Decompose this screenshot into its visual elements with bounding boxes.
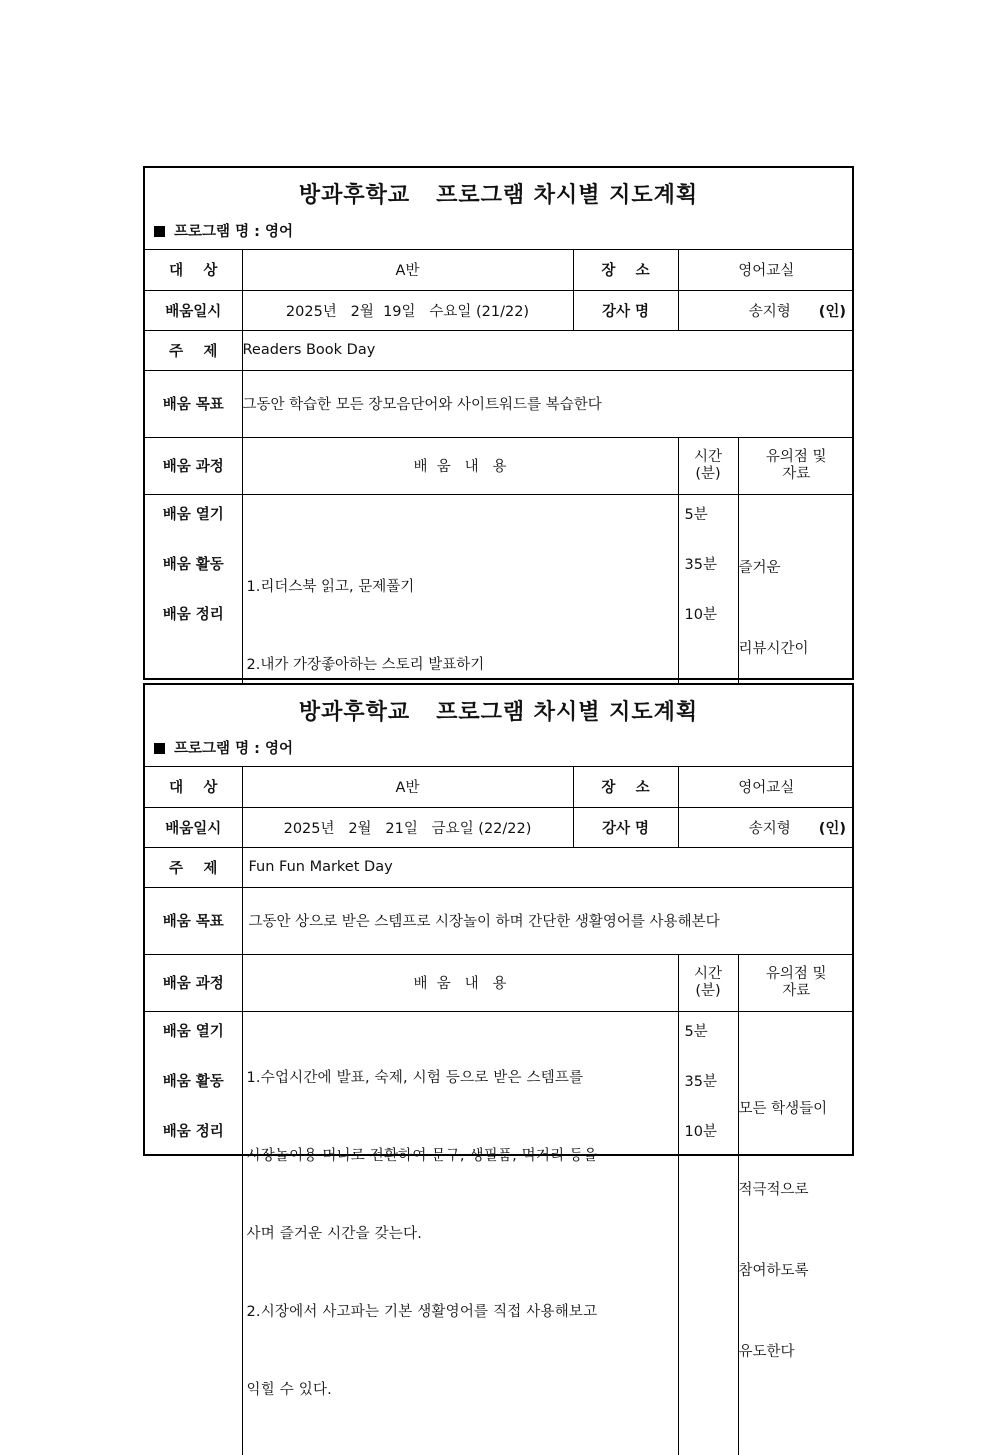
time-header — [678, 437, 738, 494]
instructor-cell — [678, 807, 854, 847]
content-line: 사며 즐거운 시간을 갖는다. — [246, 1225, 423, 1242]
goal-label: 배움 목표 — [145, 887, 242, 954]
target-row — [145, 767, 854, 807]
phase-close: 배움 정리 — [162, 1123, 224, 1140]
lesson-plan-2 — [143, 683, 854, 1398]
note-line: 참여하도록 — [738, 1262, 809, 1279]
content-line: 시장놀이용 머니로 전환하여 문구, 생필품, 먹거리 등을 — [246, 1147, 598, 1164]
instructor-cell — [678, 290, 854, 330]
date-label: 배움일시 — [145, 807, 242, 847]
place-label: 장 소 — [573, 767, 678, 807]
topic-value: Fun Fun Market Day — [242, 847, 854, 887]
date-label: 배움일시 — [145, 290, 242, 330]
goal-row — [145, 887, 854, 954]
note-line: 리뷰시간이 — [738, 640, 809, 657]
place-value: 영어교실 — [678, 767, 854, 807]
phase-close: 배움 정리 — [162, 606, 224, 623]
content-line: 익힐 수 있다. — [246, 1381, 332, 1398]
lesson-plan-1 — [143, 166, 854, 680]
program-name — [154, 737, 293, 758]
target-value: A반 — [242, 250, 573, 290]
content-line: 1.수업시간에 발표, 숙제, 시험 등으로 받은 스템프를 — [246, 1069, 584, 1086]
place-value: 영어교실 — [678, 250, 854, 290]
content-line: 2.시장에서 사고파는 기본 생활영어를 직접 사용해보고 — [246, 1303, 598, 1320]
time-activity: 35분 — [684, 1073, 717, 1090]
time-header-2: (분) — [695, 982, 721, 999]
time-close: 10분 — [684, 1123, 717, 1140]
plan-header — [145, 168, 852, 250]
plan-table — [145, 767, 854, 1455]
phase-cell — [145, 1011, 242, 1455]
square-bullet-icon — [154, 226, 165, 237]
date-row — [145, 290, 854, 330]
program-name — [154, 220, 293, 241]
content-line: 2.내가 가장좋아하는 스토리 발표하기 — [246, 656, 485, 673]
content-line: 1.리더스북 읽고, 문제풀기 — [246, 578, 415, 595]
instructor-label: 강사 명 — [573, 290, 678, 330]
phase-activity: 배움 활동 — [162, 556, 224, 573]
notes-header-1: 유의점 및 — [765, 448, 827, 465]
instructor-value: 송지형 — [748, 303, 791, 320]
content-cell — [242, 1011, 678, 1455]
notes-header-2: 자료 — [782, 465, 811, 482]
instructor-label: 강사 명 — [573, 807, 678, 847]
content-header: 배 움 내 용 — [242, 437, 678, 494]
note-line: 즐거운 — [738, 559, 781, 576]
instructor-value: 송지형 — [748, 820, 791, 837]
time-header-1: 시간 — [693, 965, 722, 982]
program-name-text: 프로그램 명 : 영어 — [174, 741, 293, 757]
process-header-row — [145, 954, 854, 1011]
topic-label: 주 제 — [145, 847, 242, 887]
phase-open: 배움 열기 — [162, 506, 224, 523]
topic-row — [145, 847, 854, 887]
note-line: 적극적으로 — [738, 1181, 809, 1198]
goal-value: 그동안 상으로 받은 스템프로 시장놀이 하며 간단한 생활영어를 사용해본다 — [242, 887, 854, 954]
target-label: 대 상 — [145, 767, 242, 807]
notes-header-2: 자료 — [782, 982, 811, 999]
time-open: 5분 — [684, 1023, 708, 1040]
process-label: 배움 과정 — [145, 437, 242, 494]
seal-mark: (인) — [818, 820, 846, 837]
time-close: 10분 — [684, 606, 717, 623]
goal-value: 그동안 학습한 모든 장모음단어와 사이트워드를 복습한다 — [242, 370, 854, 437]
time-header-1: 시간 — [693, 448, 722, 465]
process-label: 배움 과정 — [145, 954, 242, 1011]
target-label: 대 상 — [145, 250, 242, 290]
phase-open: 배움 열기 — [162, 1023, 224, 1040]
topic-value: Readers Book Day — [242, 330, 854, 370]
square-bullet-icon — [154, 743, 165, 754]
topic-label: 주 제 — [145, 330, 242, 370]
date-value: 2025년 2월 21일 금요일 (22/22) — [242, 807, 573, 847]
phase-activity: 배움 활동 — [162, 1073, 224, 1090]
process-body-row — [145, 1011, 854, 1455]
process-header-row — [145, 437, 854, 494]
time-open: 5분 — [684, 506, 708, 523]
time-cell — [678, 1011, 738, 1455]
time-header — [678, 954, 738, 1011]
seal-mark: (인) — [818, 303, 846, 320]
target-row — [145, 250, 854, 290]
date-row — [145, 807, 854, 847]
notes-header — [738, 437, 854, 494]
notes-header-1: 유의점 및 — [765, 965, 827, 982]
place-label: 장 소 — [573, 250, 678, 290]
plan-header — [145, 685, 852, 767]
notes-header — [738, 954, 854, 1011]
notes-cell — [738, 1011, 854, 1455]
plan-title: 방과후학교 프로그램 차시별 지도계획 — [298, 699, 699, 725]
goal-label: 배움 목표 — [145, 370, 242, 437]
goal-row — [145, 370, 854, 437]
target-value: A반 — [242, 767, 573, 807]
topic-row — [145, 330, 854, 370]
note-line: 모든 학생들이 — [738, 1100, 828, 1117]
content-header: 배 움 내 용 — [242, 954, 678, 1011]
time-activity: 35분 — [684, 556, 717, 573]
plan-title: 방과후학교 프로그램 차시별 지도계획 — [298, 182, 699, 208]
note-line: 유도한다 — [738, 1343, 795, 1360]
time-header-2: (분) — [695, 465, 721, 482]
date-value: 2025년 2월 19일 수요일 (21/22) — [242, 290, 573, 330]
program-name-text: 프로그램 명 : 영어 — [174, 224, 293, 240]
